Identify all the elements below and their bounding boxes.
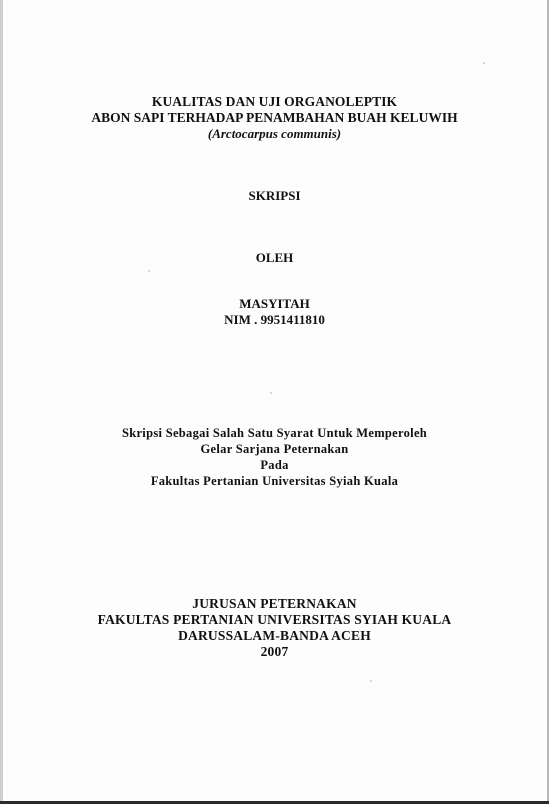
student-id: NIM . 9951411810 — [224, 312, 325, 327]
author-name: MASYITAH — [239, 296, 310, 311]
scan-speck — [270, 392, 272, 394]
department-name: JURUSAN PETERNAKAN — [192, 596, 357, 611]
by-label: OLEH — [255, 250, 294, 265]
scan-speck — [370, 680, 372, 682]
location: DARUSSALAM-BANDA ACEH — [178, 628, 371, 643]
purpose-line-4: Fakultas Pertanian Universitas Syiah Kuala — [150, 474, 399, 488]
purpose-line-2: Gelar Sarjana Peternakan — [200, 442, 349, 456]
purpose-line-3: Pada — [260, 458, 289, 472]
title-line-2: ABON SAPI TERHADAP PENAMBAHAN BUAH KELUWIH — [91, 110, 458, 125]
scientific-name: (Arctocarpus communis) — [207, 126, 342, 141]
year: 2007 — [260, 644, 289, 659]
title-line-1: KUALITAS DAN UJI ORGANOLEPTIK — [151, 94, 398, 109]
document-type: SKRIPSI — [248, 188, 301, 203]
scan-speck — [148, 270, 150, 272]
scan-speck — [483, 62, 485, 64]
purpose-line-1: Skripsi Sebagai Salah Satu Syarat Untuk Memperoleh — [121, 426, 428, 440]
faculty-name: FAKULTAS PERTANIAN UNIVERSITAS SYIAH KUALA — [97, 612, 452, 627]
